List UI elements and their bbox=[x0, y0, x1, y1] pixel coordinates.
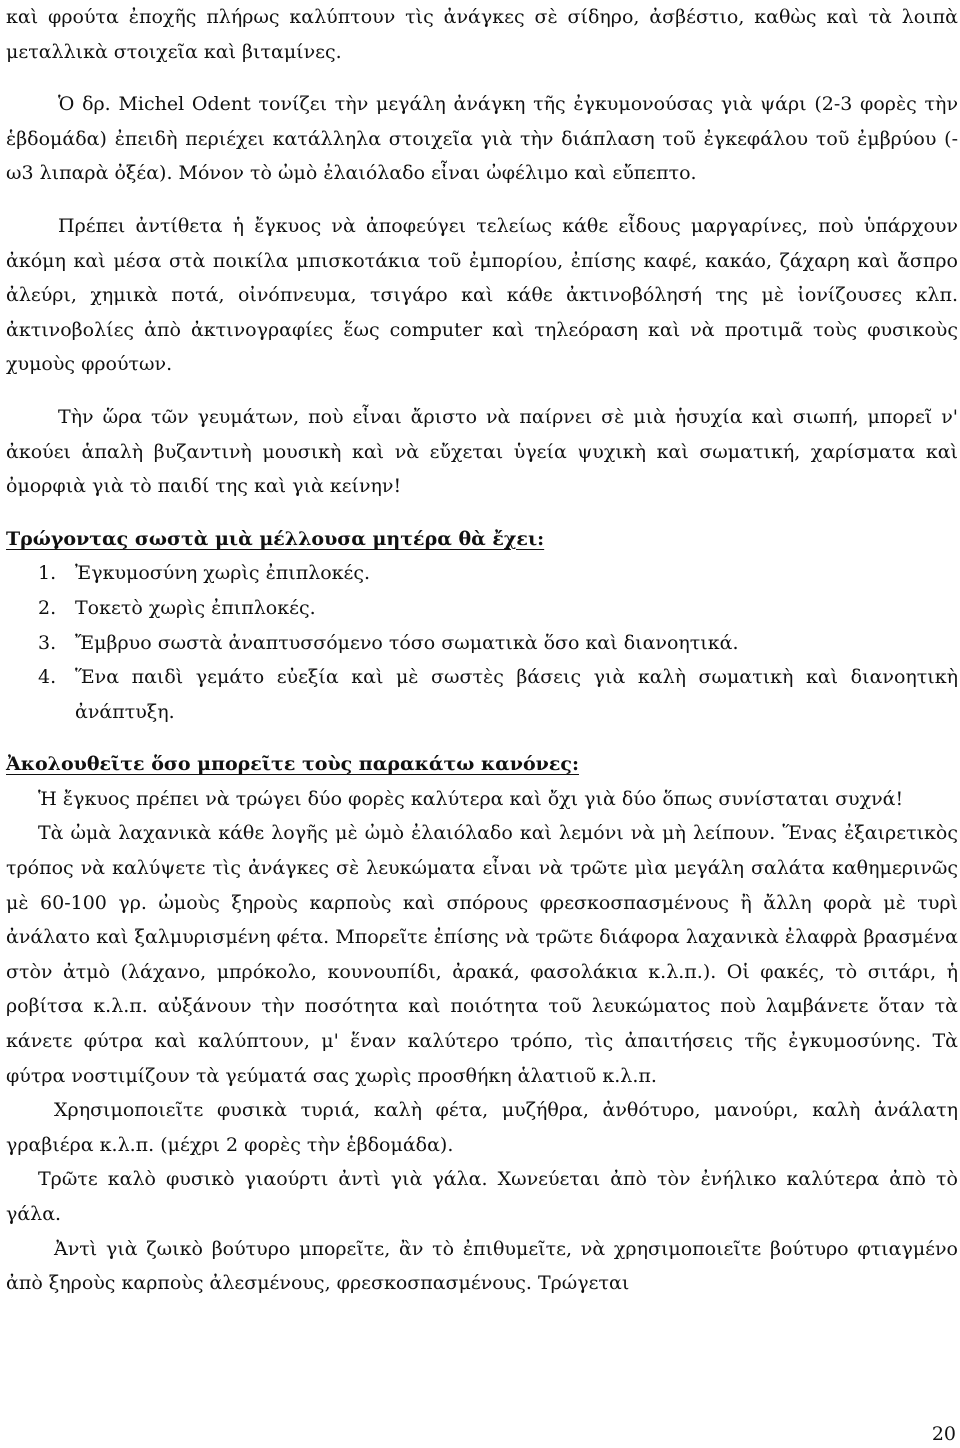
list-item-number: 2. bbox=[38, 596, 57, 619]
paragraph-butter: Ἀντὶ γιὰ ζωικὸ βούτυρο μπορεῖτε, ἂν τὸ ἐπιθυμεῖτε, νὰ χρησιμοποιεῖτε βούτυρο φτιαγμένο ἀπὸ ξηροὺς καρποὺς ἀλεσμένους, φρεσκοσπασμένους. Τρώγεται bbox=[6, 1237, 958, 1295]
list-item-text: Τοκετὸ χωρὶς ἐπιπλοκές. bbox=[75, 596, 316, 619]
list-item-text: Ἕνα παιδὶ γεμάτο εὐεξία καὶ μὲ σωστὲς βάσεις γιὰ καλὴ σωματικὴ καὶ διανοητικὴ ἀνάπτυξη. bbox=[75, 666, 958, 723]
paragraph-michel-odent: Ὁ δρ. Michel Odent τονίζει τὴν μεγάλη ἀνάγκη τῆς ἐγκυμονούσας γιὰ ψάρι (2-3 φορὲς τὴν ἑβδομάδα) ἐπειδὴ περιέχει κατάλληλα στοιχεῖα γιὰ τὴν διάπλαση τοῦ ἐγκεφάλου τοῦ ἐμβρύου (-ω3 λιπαρὰ ὀξέα). Μόνον τὸ ὠμὸ ἐλαιόλαδο εἶναι ὠφέλιμο καὶ εὔπεπτο. bbox=[6, 93, 958, 185]
list-item-number: 4. bbox=[38, 666, 57, 689]
list-item bbox=[6, 660, 958, 729]
paragraph-eat-better: Ἡ ἔγκυος πρέπει νὰ τρώγει δύο φορὲς καλύτερα καὶ ὄχι γιὰ δύο ὅπως συνίσταται συχνά! bbox=[38, 787, 904, 810]
list-item bbox=[6, 591, 958, 626]
list-item bbox=[6, 626, 958, 661]
list-item-text: Ἐγκυμοσύνη χωρὶς ἐπιπλοκές. bbox=[75, 562, 371, 585]
paragraph-avoid-foods: Πρέπει ἀντίθετα ἡ ἔγκυος νὰ ἀποφεύγει τελείως κάθε εἶδους μαργαρίνες, ποὺ ὑπάρχουν ἀκόμη καὶ μέσα στὰ ποικίλα μπισκοτάκια τοῦ ἐμπορίου, ἐπίσης καφέ, κακάο, ζάχαρη καὶ ἄσπρο ἀλεύρι, χημικὰ ποτά, οἰνόπνευμα, τσιγάρο καὶ κάθε ἀκτινοβόλησή της μὲ ἰονίζουσες κλπ. ἀκτινοβολίες ἀπὸ ἀκτινογραφίες ἕως computer καὶ τηλεόραση καὶ νὰ προτιμᾶ τοὺς φυσικοὺς χυμοὺς φρούτων. bbox=[6, 214, 958, 376]
paragraph-cheeses: Χρησιμοποιεῖτε φυσικὰ τυριά, καλὴ φέτα, μυζήθρα, ἀνθότυρο, μανούρι, καλὴ ἀνάλατη γραβιέρα κ.λ.π. (μέχρι 2 φορὲς τὴν ἑβδομάδα). bbox=[6, 1099, 958, 1156]
list-item-number: 1. bbox=[38, 562, 57, 585]
list-item-number: 3. bbox=[38, 631, 57, 654]
paragraph-raw-vegetables: Τὰ ὠμὰ λαχανικὰ κάθε λογῆς μὲ ὠμὸ ἐλαιόλαδο καὶ λεμόνι νὰ μὴ λείπουν. Ἕνας ἐξαιρετικὸς τρόπος νὰ καλύψετε τὶς ἀνάγκες σὲ λευκώματα εἶναι νὰ τρῶτε μὶα μεγάλη σαλάτα καθημερινῶς μὲ 60-100 γρ. ὠμοὺς ξηροὺς καρποὺς καὶ σπόρους φρεσκοσπασμένους ἢ ἄλλη φορὰ μὲ τυρὶ ἀνάλατο καὶ ξαλμυρισμένη φέτα. Μπορεῖτε ἐπίσης νὰ τρῶτε διάφορα λαχανικὰ ἐλαφρὰ βρασμένα στὸν ἀτμὸ (λάχανο, μπρόκολο, κουνουπίδι, ἀρακά, φασολάκια κ.λ.π.). Οἱ φακές, τὸ σιτάρι, ἡ ροβίτσα κ.λ.π. αὐξάνουν τὴν ποσότητα καὶ ποιότητα τοῦ λευκώματος ποὺ λαμβάνετε ὅταν τὰ κάνετε φύτρα καὶ καλύπτουν, μ' ἕναν καλύτερο τρόπο, τὶς ἀπαιτήσεις τῆς ἐγκυμοσύνης. Τὰ φύτρα νοστιμίζουν τὰ γεύματά σας χωρὶς προσθήκη ἁλατιοῦ κ.λ.π. bbox=[6, 822, 958, 1087]
document-page bbox=[6, 0, 958, 1301]
benefits-list bbox=[6, 556, 958, 729]
list-item bbox=[6, 556, 958, 591]
list-item-text: Ἔμβρυο σωστὰ ἀναπτυσσόμενο τόσο σωματικὰ ὅσο καὶ διανοητικά. bbox=[75, 631, 739, 654]
page-number: 20 bbox=[931, 1423, 956, 1445]
section-heading-benefits: Τρώγοντας σωστὰ μιὰ μέλλουσα μητέρα θὰ ἔχει: bbox=[6, 527, 545, 550]
paragraph-yogurt: Τρῶτε καλὸ φυσικὸ γιαούρτι ἀντὶ γιὰ γάλα. Χωνεύεται ἀπὸ τὸν ἐνήλικο καλύτερα ἀπὸ τὸ γάλα. bbox=[6, 1168, 958, 1225]
section-heading-rules: Ἀκολουθεῖτε ὅσο μπορεῖτε τοὺς παρακάτω κανόνες: bbox=[6, 753, 579, 776]
paragraph-mealtime: Τὴν ὥρα τῶν γευμάτων, ποὺ εἶναι ἄριστο νὰ παίρνει σὲ μιὰ ἡσυχία καὶ σιωπή, μπορεῖ ν' ἀκούει ἁπαλὴ βυζαντινὴ μουσικὴ καὶ νὰ εὔχεται ὑγεία ψυχικὴ καὶ σωματική, χαρίσματα καὶ ὀμορφιὰ γιὰ τὸ παιδί της καὶ γιὰ κείνην! bbox=[6, 405, 958, 498]
paragraph-continuation: καὶ φρούτα ἐποχῆς πλήρως καλύπτουν τὶς ἀνάγκες σὲ σίδηρο, ἀσβέστιο, καθὼς καὶ τὰ λοιπὰ μεταλλικὰ στοιχεῖα καὶ βιταμίνες. bbox=[6, 6, 958, 63]
